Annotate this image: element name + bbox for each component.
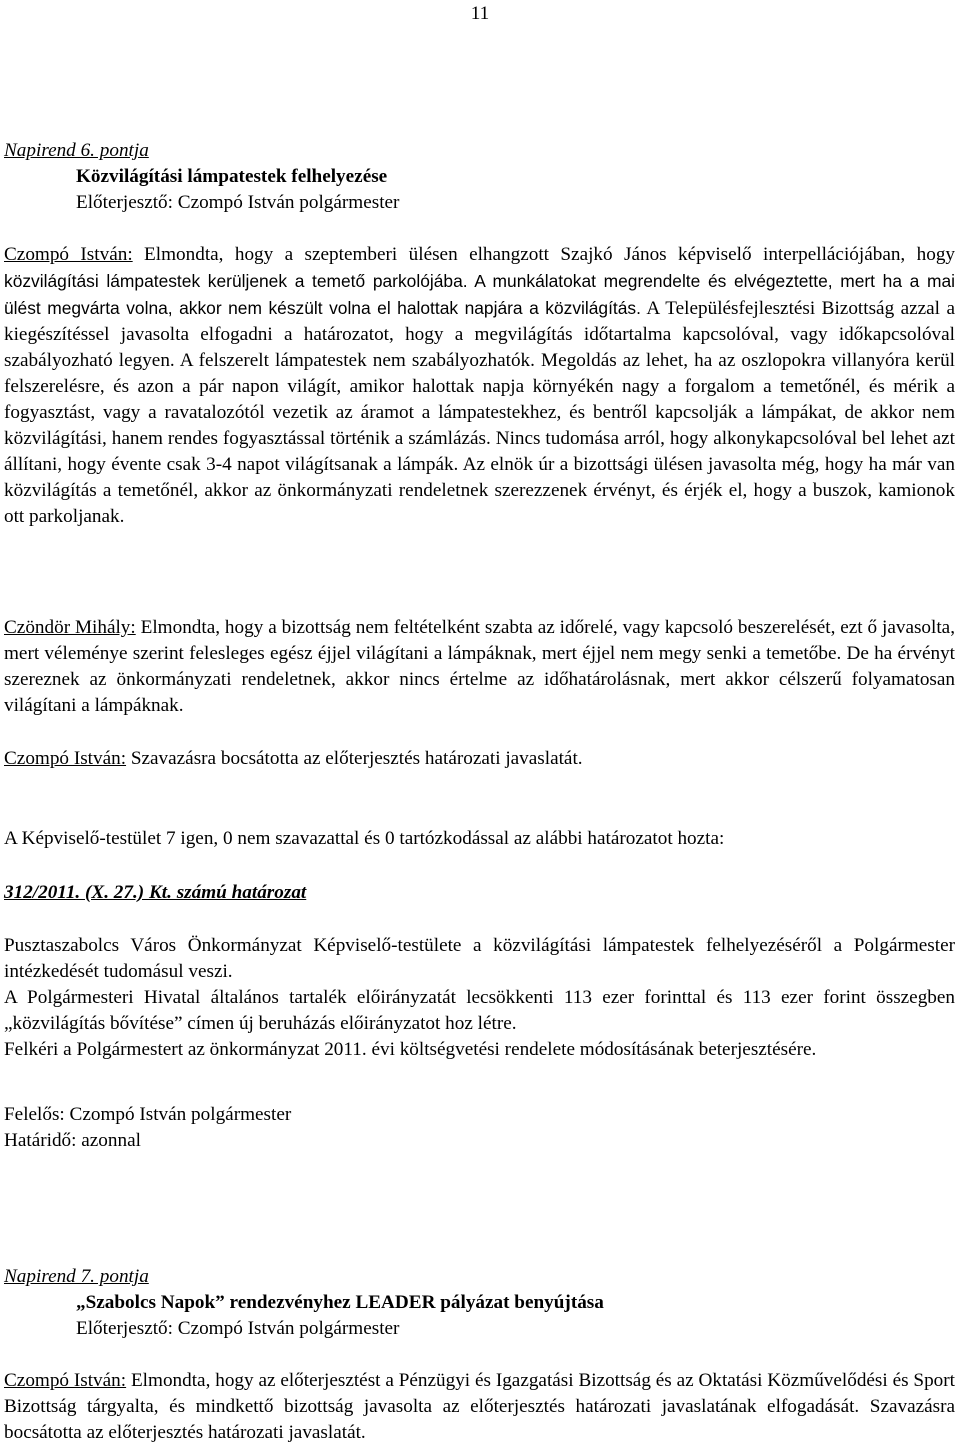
paragraph-text: Megoldás az lehet, ha az oszlopokra villanyóra kerül felszerelésre, és azon a pár napon világít, amikor halottak napja környékén nagy a forgalom a temetőnél, és mérik a fogyasztást, vagy a ravatalozótól vezetik az áramot a lámpatestekhez, és bentről kapcsolják a lámpákat, de akkor nem közvilágítási, hanem rendes fogyasztással történik a számlázás. Nincs tudomása arról, hogy alkonykapcsolóval bel lehet azt állítani, hogy évente csak 3-4 napot világítsanak a lámpák. Az elnök úr a bizottsági ülésen javasolta még, hogy ha már van közvilágítás a temetőnél, akkor az önkormányzati rendeletnek szerezzenek érvényt, és érjék el, hogy a buszok, kamionok ott parkoljanak. <box>4 350 956 527</box>
agenda-6-presenter: Előterjesztő: Czompó István polgármester <box>76 192 400 213</box>
responsible: Felelős: Czompó István polgármester <box>4 1104 292 1125</box>
paragraph-text: A Településfejlesztési Bizottság azzal a kiegészítéssel javasolta elfogadni a határozatot, hogy a megvilágítás időtartalma kapcsolóval, vagy időkapcsolóval szabályozható legyen. A felszerelt lámpatestek nem szabályozhatók. <box>4 298 955 371</box>
agenda-6-heading: Napirend 6. pontja <box>4 140 149 161</box>
speaker-name: Czöndör Mihály: <box>4 617 136 638</box>
paragraph-text: közvilágítási lámpatestek kerüljenek a temető parkolójába. A munkálatokat megrendelte és elvégeztette, mert ha a mai ülést megvárta volna, akkor nem készült volna el halottak napjára a közvilágítás. <box>4 271 955 318</box>
page-number: 11 <box>470 3 490 24</box>
resolution-number: 312/2011. (X. 27.) Kt. számú határozat <box>4 882 307 903</box>
resolution-text <box>4 933 955 1063</box>
paragraph-czondor <box>4 615 955 719</box>
agenda-7-header <box>4 1264 955 1342</box>
speaker-name: Czompó István: <box>4 1370 127 1391</box>
agenda-7-presenter: Előterjesztő: Czompó István polgármester <box>76 1318 400 1339</box>
paragraph-text: Szavazásra bocsátotta az előterjesztés határozati javaslatát. <box>126 748 583 769</box>
speaker-name: Czompó István: <box>4 244 133 265</box>
speaker-name: Czompó István: <box>4 748 127 769</box>
paragraph-text: Elmondta, hogy az előterjesztést a Pénzügyi és Igazgatási Bizottság és az Oktatási Közművelődési és Sport Bizottság tárgyalta, és mindkettő bizottság javasolta az előterjesztés határozati javaslatának elfogadását. Szavazásra bocsátotta az előterjesztés határozati javaslatát. <box>4 1370 955 1443</box>
paragraph-czompo-2 <box>4 746 955 772</box>
resolution-meta <box>4 1102 955 1154</box>
resolution-paragraph: Felkéri a Polgármestert az önkormányzat 2011. évi költségvetési rendelete módosításának beterjesztésére. <box>4 1039 817 1060</box>
agenda-6-header <box>4 138 955 216</box>
paragraph-text: Elmondta, hogy a szeptemberi ülésen elhangzott Szajkó János képviselő interpellációjában, hogy <box>132 244 956 265</box>
resolution-paragraph: A Polgármesteri Hivatal általános tartalék előirányzatát lecsökkenti 113 ezer forinttal és 113 ezer forint összegben „közvilágítás bővítése” címen új beruházás előirányzatot hoz létre. <box>4 987 955 1034</box>
deadline: Határidő: azonnal <box>4 1130 141 1151</box>
resolution-paragraph: Pusztaszabolcs Város Önkormányzat Képviselő-testülete a közvilágítási lámpatestek felhelyezéséről a Polgármester intézkedését tudomásul veszi. <box>4 935 955 982</box>
paragraph-text: Elmondta, hogy a bizottság nem feltételként szabta az időrelé, vagy kapcsoló beszerelését, ezt ő javasolta, mert véleménye szerint felesleges egész éjjel világítani a lámpáknak, mert éjjel nem megy senki a temetőbe. De ha érvényt szereznek az önkormányzati rendeletnek, akkor nincs értelme az időhatárolásnak, mert akkor célszerű folyamatosan világítani a lámpáknak. <box>4 617 955 716</box>
vote-result: A Képviselő-testület 7 igen, 0 nem szavazattal és 0 tartózkodással az alábbi határozatot hozta: <box>4 828 725 849</box>
paragraph-czompo-3 <box>4 1368 955 1446</box>
paragraph-czompo-1 <box>4 242 955 530</box>
agenda-7-heading: Napirend 7. pontja <box>4 1266 149 1287</box>
agenda-7-title: „Szabolcs Napok” rendezvényhez LEADER pályázat benyújtása <box>76 1292 604 1313</box>
agenda-6-title: Közvilágítási lámpatestek felhelyezése <box>76 166 388 187</box>
